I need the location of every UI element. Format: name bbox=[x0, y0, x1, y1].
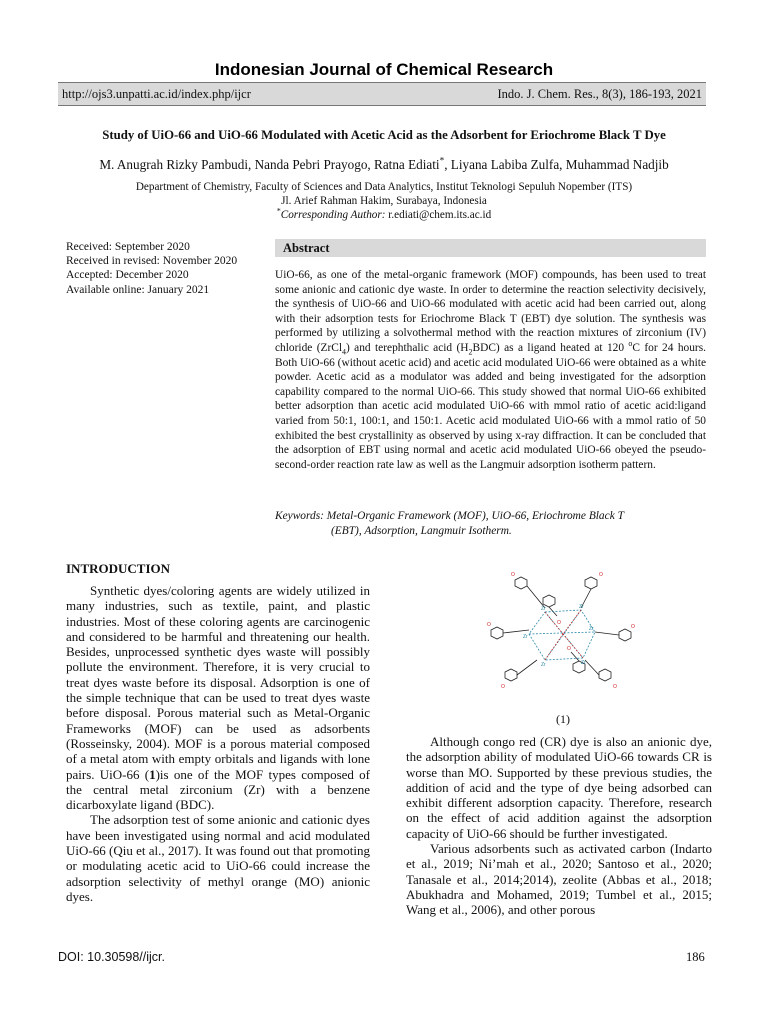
date-accepted: Accepted: December 2020 bbox=[66, 269, 189, 282]
zirconium-label: Zr bbox=[581, 660, 586, 666]
article-dates bbox=[66, 240, 237, 297]
date-received: Received: September 2020 bbox=[66, 241, 190, 253]
affiliation bbox=[0, 180, 768, 223]
page-number: 186 bbox=[686, 950, 705, 964]
oxygen-label: O bbox=[487, 622, 491, 628]
affiliation-line-1: Department of Chemistry, Faculty of Sciences and Data Analytics, Institut Teknologi Sepuluh Nopember (ITS) bbox=[135, 181, 633, 193]
paper-title: Study of UiO-66 and UiO-66 Modulated with Acetic Acid as the Adsorbent for Eriochrome Black T Dye bbox=[102, 128, 666, 142]
oxygen-label: O bbox=[501, 684, 505, 690]
date-revised: Received in revised: November 2020 bbox=[66, 255, 238, 268]
zirconium-label: Zr bbox=[541, 606, 546, 612]
oxygen-label: O bbox=[567, 646, 571, 652]
journal-name: Indonesian Journal of Chemical Research bbox=[214, 60, 554, 79]
corresponding-label: Corresponding Author: bbox=[280, 209, 386, 222]
affiliation-line-2: Jl. Arief Rahman Hakim, Surabaya, Indonesia bbox=[281, 195, 487, 208]
corresponding-mark: * bbox=[439, 155, 445, 166]
zirconium-label: Zr bbox=[541, 662, 546, 668]
intro-paragraph-1: Synthetic dyes/coloring agents are widely utilized in many industries, such as textile, paint, and plastic industries. Most of these coloring agents are carcinogenic and considered to be harmful and threatening our health. Besides, unprocessed synthetic dyes waste will possibly pollute the environment. Therefore, it is very crucial to treat dyes waste before its disposal. Adsorption is one of the simple technique that can be used to treat dyes waste before disposal. Porous material such as Metal-Organic Frameworks (MOF) can be used as adsorbents (Rosseinsky, 2004). MOF is a porous material composed of a metal atom with empty orbitals and ligands with lone pairs. UiO-66 (1)is one of the MOF types composed of the central metal zirconium (Zr) with a benzene dicarboxylate ligand (BDC). bbox=[66, 583, 370, 813]
journal-citation: Indo. J. Chem. Res., 8(3), 186-193, 2021 bbox=[497, 86, 702, 101]
intro-paragraph-4: Various adsorbents such as activated carbon (Indarto et al., 2019; Ni’mah et al., 2020; Santoso et al., 2020; Tanasale et al., 2014;2014), zeolite (Abbas et al., 2018; Abukhadra and Mohamed, 2019; Tumbel et al., 2015; Wang et al., 2006), and other porous bbox=[406, 841, 712, 918]
left-column-text bbox=[66, 583, 370, 904]
abstract-text: UiO-66, as one of the metal-organic framework (MOF) compounds, has been used to treat some anionic and cationic dye waste. In order to determine the reaction selectivity decisively, the synthesis of UiO-66 and UiO-66 modulated with acetic acid had been carried out, along with their adsorption tests for Eriochrome Black T (EBT) dye solution. The synthesis was performed by utilizing a solvothermal method with the reaction mixtures of zirconium (IV) chloride (ZrCl$_4$) and terephthalic acid $(H_2BDC)$ as a ligand heated at 120 $^o$C for 24 hours. Both UiO-66 (without acetic acid) and acetic acid modulated UiO-66 were obtained as a white powder. Acetic acid as a modulator was added and being investigated for the adsorption capability compared to the normal UiO-66. This study showed that normal UiO-66 exhibited better adsorption than acetic acid modulated UiO-66 with mmol ratio of acetic acid:ligand varied from 50:1, 100:1, and 150:1. Acetic acid modulated UiO-66 with a mmol ratio of 50 exhibited the best crystallinity as observed by using x-ray diffraction. It can be concluded that the adsorption of EBT using normal and acetic acid modulated UiO-66 obeyed the pseudo-second-order reaction rate law as well as the Langmuir adsorption isotherm pattern. bbox=[275, 269, 706, 471]
intro-paragraph-2: The adsorption test of some anionic and cationic dyes have been investigated using normal and acid modulated UiO-66 (Qiu et al., 2017). It was found out that promoting or modulating acetic acid to UiO-66 could increase the adsorption selectivity of methyl orange (MO) anionic dyes. bbox=[66, 812, 370, 904]
journal-url[interactable]: http://ojs3.unpatti.ac.id/index.php/ijcr bbox=[62, 86, 251, 101]
introduction-heading: INTRODUCTION bbox=[66, 561, 171, 576]
oxygen-label: O bbox=[613, 684, 617, 690]
authors-before: M. Anugrah Rizky Pambudi, Nanda Pebri Prayogo, Ratna Ediati bbox=[99, 157, 440, 172]
figure-label: (1) bbox=[556, 712, 570, 726]
corresponding-author: *Corresponding Author: r.ediati@chem.its.ac.id bbox=[276, 206, 492, 222]
authors-after: , Liyana Labiba Zulfa, Muhammad Nadjib bbox=[444, 157, 669, 172]
intro-paragraph-3: Although congo red (CR) dye is also an anionic dye, the adsorption ability of modulated UiO-66 towards CR is worse than MO. Supported by these previous studies, the addition of acid and the type of dye being adsorbed can exhibit different adsorption capacity. Therefore, research on the effect of acid addition against the adsorption capacity of UiO-66 should be further investigated. bbox=[406, 734, 712, 841]
journal-header-bar bbox=[58, 82, 706, 106]
zirconium-label: Zr bbox=[589, 626, 594, 632]
oxygen-label: O bbox=[557, 620, 561, 626]
zirconium-label: Zr bbox=[579, 604, 584, 610]
keywords bbox=[275, 509, 706, 538]
date-online: Available online: January 2021 bbox=[66, 283, 210, 296]
keywords-line-1: Keywords: Metal-Organic Framework (MOF), UiO-66, Eriochrome Black T bbox=[275, 510, 624, 522]
oxygen-label: O bbox=[599, 572, 603, 578]
doi[interactable]: DOI: 10.30598//ijcr. bbox=[58, 950, 166, 964]
keywords-line-2: (EBT), Adsorption, Langmuir Isotherm. bbox=[331, 524, 512, 537]
corresponding-email[interactable]: r.ediati@chem.its.ac.id bbox=[385, 209, 492, 222]
abstract-heading: Abstract bbox=[275, 239, 706, 257]
uio66-structure-figure bbox=[487, 568, 637, 704]
zirconium-label: Zr bbox=[523, 634, 528, 640]
oxygen-label: O bbox=[631, 624, 635, 630]
author-list bbox=[0, 157, 768, 173]
right-column-text bbox=[406, 734, 712, 918]
oxygen-label: O bbox=[511, 572, 515, 578]
